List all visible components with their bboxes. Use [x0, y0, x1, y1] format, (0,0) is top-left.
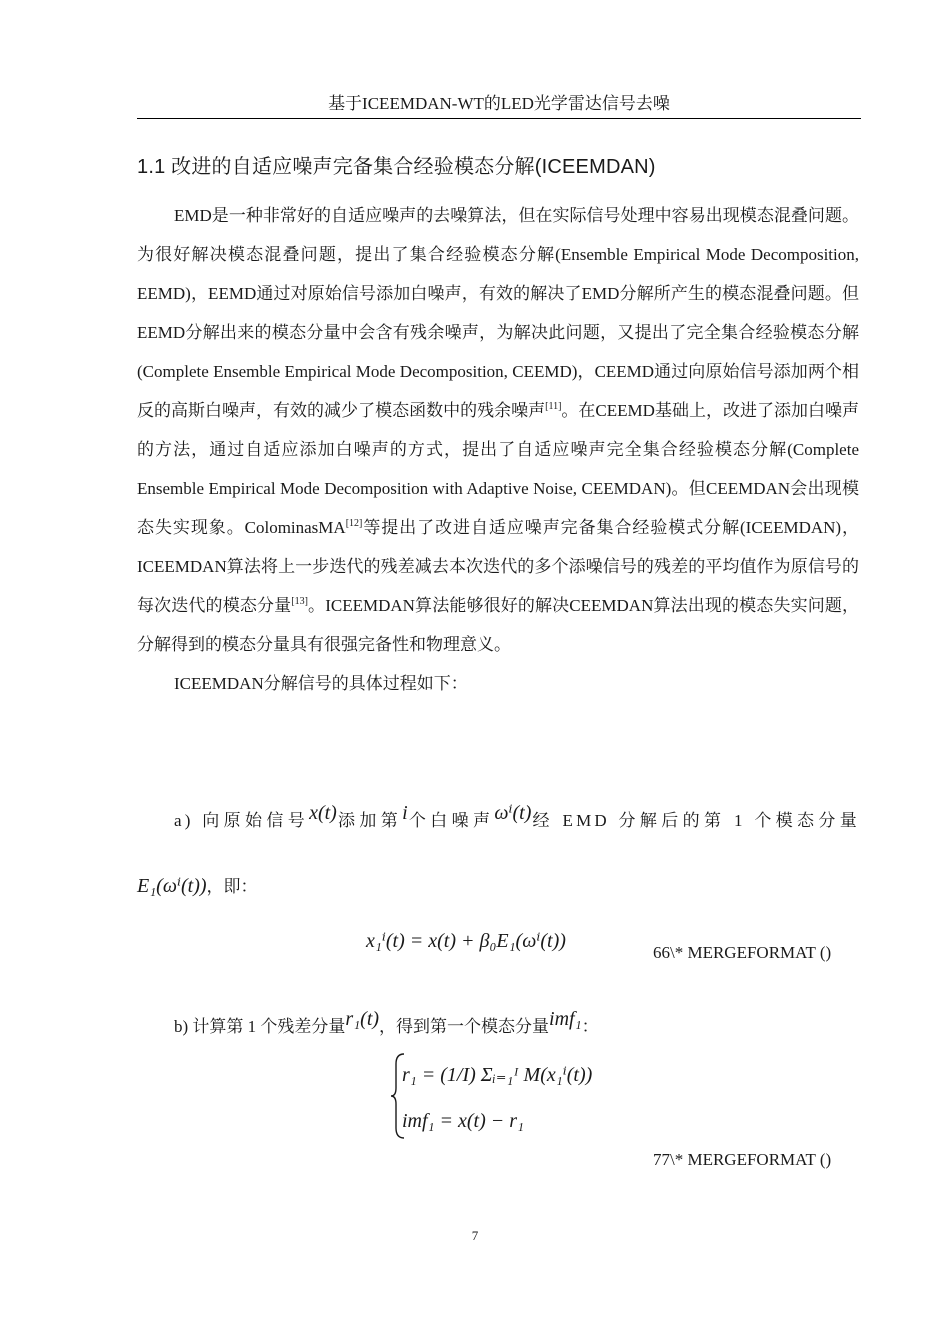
paragraph-text: EMD是一种非常好的自适应噪声的去噪算法，但在实际信号处理中容易出现模态混叠问题。为很好解决模态混叠问题，提出了集合经验模态分解(Ensemble Empirical Mode Decomposition, EEMD)，EEMD通过对原始信号添加白噪声，有效的解决了EMD分解所产生的模态混叠问题。但EEMD分解出来的模态分量中会含有残余噪声，为解决此问题，又提出了完全集合经验模态分解(Complete Ensemble Empirical Mode Decomposition, CEEMD)，CEEMD通过向原始信号添加两个相反的高斯白噪声，有效的减少了模态函数中的残余噪声: [137, 206, 859, 420]
section-heading: 1.1 改进的自适应噪声完备集合经验模态分解(ICEEMDAN): [137, 156, 656, 178]
paragraph-text: 。在CEEMD基础上，改进了添加白噪声的方法，通过自适应添加白噪声的方式，提出了自适应噪声完全集合经验模态分解(Complete Ensemble Empirical Mode Decomposition with Adaptive Noise, CEEMDAN)。但CEEMDAN会出现模态失实现象。ColominasMA: [137, 401, 859, 537]
paragraph-text: 。ICEEMDAN算法能够很好的解决CEEMDAN算法出现的模态失实问题，分解得到的模态分量具有很强完备性和物理意义。: [137, 596, 859, 654]
citation: [11]: [545, 401, 562, 412]
step-b-suffix: ：: [581, 1017, 599, 1036]
residual-symbol: r₁(t): [345, 1008, 380, 1030]
index-symbol: i: [402, 802, 408, 824]
step-b-text: ，得到第一个模态分量: [379, 1017, 550, 1036]
equation-7-number: 77\* MERGEFORMAT (): [653, 1150, 832, 1169]
imf-symbol: imf₁: [549, 1008, 582, 1030]
running-header: 基于ICEEMDAN-WT的LED光学雷达信号去噪: [137, 94, 861, 119]
step-b-line: [174, 1008, 599, 1037]
step-b-label: b) 计算第 1 个残差分量: [174, 1017, 346, 1036]
step-a-suffix: ，即：: [206, 877, 258, 896]
noise-symbol: ωⁱ(t): [494, 802, 532, 824]
step-a-text: 经 EMD 分解后的第 1 个模态分量: [531, 811, 860, 830]
page-number: 7: [471, 1228, 479, 1243]
paragraph-text: 等提出了改进自适应噪声完备集合经验模式分解(ICEEMDAN)，ICEEMDAN算法将上一步迭代的残差减去本次迭代的多个添噪信号的残差的平均值作为原信号的每次迭代的模态分量: [137, 518, 859, 615]
step-a-text: 添加第: [336, 811, 403, 830]
step-a-continuation: [137, 872, 258, 898]
citation: [13]: [291, 596, 308, 607]
body-text: [137, 196, 859, 703]
citation: [12]: [345, 518, 363, 529]
equation-6-number: 66\* MERGEFORMAT (): [653, 943, 832, 962]
step-a-line: [174, 800, 860, 831]
step-a-text: 个白噪声: [407, 811, 495, 830]
paragraph-iceemdan-intro: [137, 196, 859, 664]
equation-7-line-1: r₁ = (1/I) Σᵢ₌₁ᴵ M(x₁ⁱ(t)): [402, 1064, 593, 1086]
paragraph-process-intro: ICEEMDAN分解信号的具体过程如下：: [174, 674, 468, 693]
signal-symbol: x(t): [309, 802, 337, 824]
equation-6: x₁ⁱ(t) = x(t) + β₀E₁(ωⁱ(t)): [366, 930, 566, 952]
mode-component-symbol: E₁(ωⁱ(t)): [137, 875, 207, 897]
equation-7-line-2: imf₁ = x(t) − r₁: [402, 1110, 524, 1132]
step-a-label: a) 向原始信号: [174, 811, 310, 830]
